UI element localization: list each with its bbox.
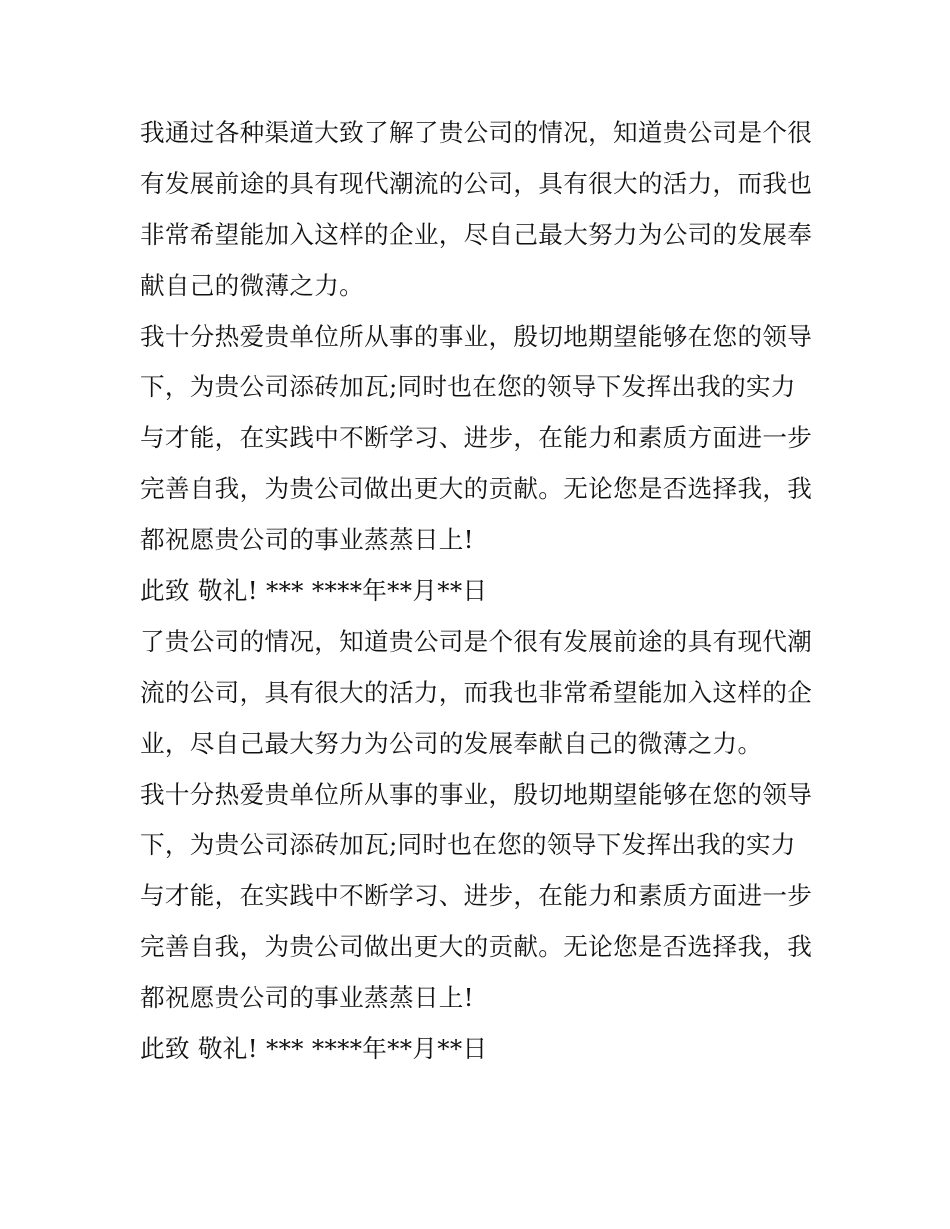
text-line: 有发展前途的具有现代潮流的公司，具有很大的活力，而我也 — [140, 168, 813, 198]
text-line: 我十分热爱贵单位所从事的事业，殷切地期望能够在您的领导 — [140, 779, 813, 809]
text-line: 都祝愿贵公司的事业蒸蒸日上! — [140, 983, 474, 1013]
text-line: 与才能，在实践中不断学习、进步，在能力和素质方面进一步 — [140, 423, 813, 453]
closing-line: 此致 敬礼! *** ****年**月**日 — [140, 576, 488, 606]
text-line: 了贵公司的情况，知道贵公司是个很有发展前途的具有现代潮 — [140, 626, 813, 656]
document-body — [140, 108, 812, 1075]
text-line: 业，尽自己最大努力为公司的发展奉献自己的微薄之力。 — [140, 728, 763, 758]
text-line: 与才能，在实践中不断学习、进步，在能力和素质方面进一步 — [140, 881, 813, 911]
text-line: 都祝愿贵公司的事业蒸蒸日上! — [140, 525, 474, 555]
text-line: 下，为贵公司添砖加瓦;同时也在您的领导下发挥出我的实力 — [140, 830, 796, 860]
closing-line: 此致 敬礼! *** ****年**月**日 — [140, 1034, 488, 1064]
text-line: 非常希望能加入这样的企业，尽自己最大努力为公司的发展奉 — [140, 219, 813, 249]
text-line: 完善自我，为贵公司做出更大的贡献。无论您是否选择我，我 — [140, 474, 813, 504]
text-line: 我通过各种渠道大致了解了贵公司的情况，知道贵公司是个很 — [140, 118, 813, 147]
text-line: 献自己的微薄之力。 — [140, 270, 365, 300]
text-line: 流的公司，具有很大的活力，而我也非常希望能加入这样的企 — [140, 677, 813, 707]
text-line: 我十分热爱贵单位所从事的事业，殷切地期望能够在您的领导 — [140, 321, 813, 351]
text-line: 完善自我，为贵公司做出更大的贡献。无论您是否选择我，我 — [140, 932, 813, 962]
text-line: 下，为贵公司添砖加瓦;同时也在您的领导下发挥出我的实力 — [140, 372, 796, 402]
